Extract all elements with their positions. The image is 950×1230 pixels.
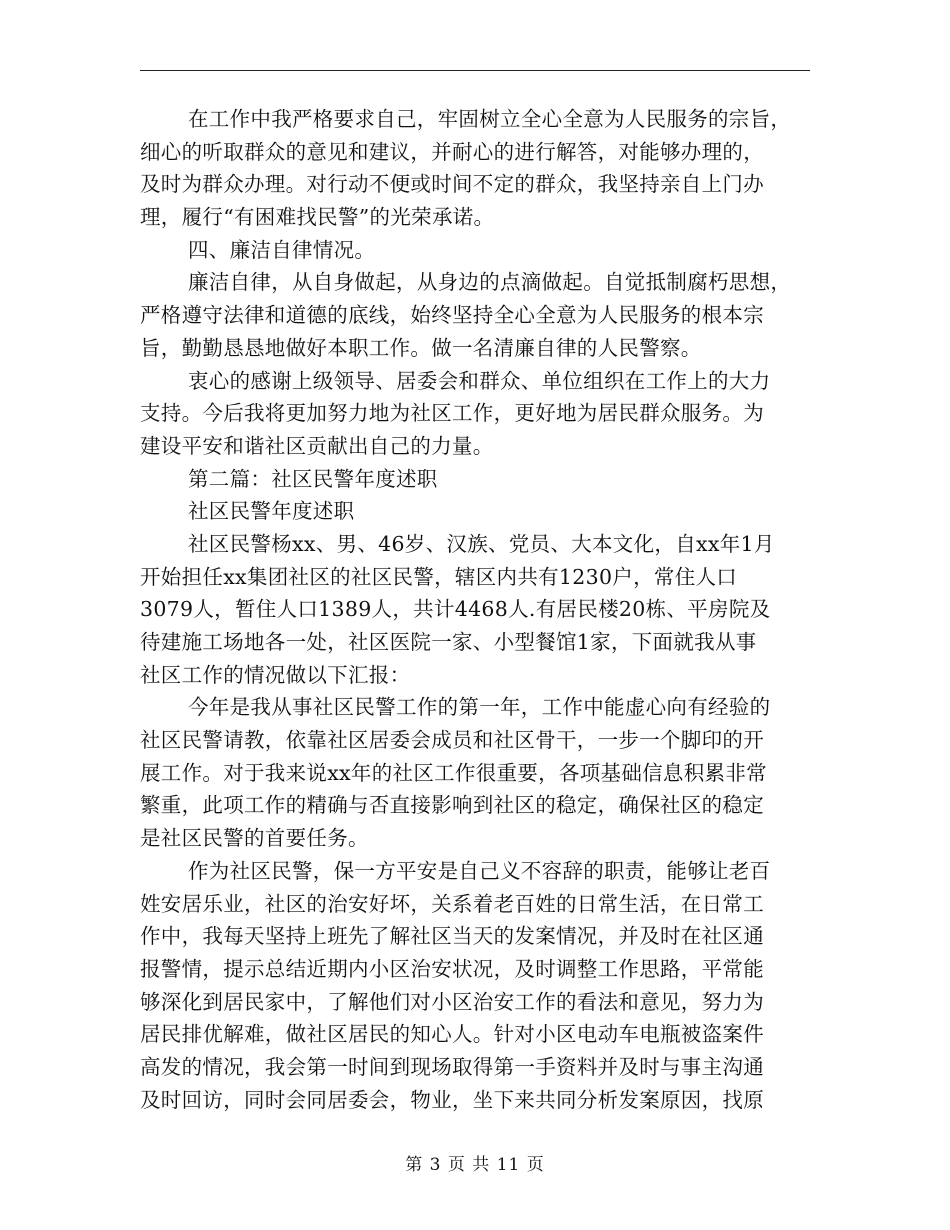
- text-line: 支持。今后我将更加努力地为社区工作，更好地为居民群众服务。为: [140, 401, 764, 426]
- text-line: 姓安居乐业，社区的治安好坏，关系着老百姓的日常生活，在日常工: [140, 891, 764, 916]
- text-line: 是社区民警的首要任务。: [140, 826, 369, 851]
- text-line: 在工作中我严格要求自己，牢固树立全心全意为人民服务的宗旨，: [188, 107, 792, 131]
- text-line: 严格遵守法律和道德的底线，始终坚持全心全意为人民服务的根本宗: [140, 303, 764, 328]
- document-body: [140, 103, 810, 1116]
- text-line: 作中，我每天坚持上班先了解社区当天的发案情况，并及时在社区通: [140, 924, 764, 949]
- text-line: 报警情，提示总结近期内小区治安状况，及时调整工作思路，平常能: [140, 956, 764, 981]
- text-line: 四、廉洁自律情况。: [188, 237, 376, 262]
- text-line: 细心的听取群众的意见和建议，并耐心的进行解答，对能够办理的，: [140, 139, 764, 164]
- text-line: 廉洁自律，从自身做起，从身边的点滴做起。自觉抵制腐朽思想，: [188, 270, 792, 295]
- text-line: 作为社区民警，保一方平安是自己义不容辞的职责，能够让老百: [188, 858, 771, 883]
- text-line: 及时为群众办理。对行动不便或时间不定的群众，我坚持亲自上门办: [140, 172, 764, 197]
- text-line: 3079人，暂住人口1389人，共计4468人.有居民楼20栋、平房院及: [140, 597, 771, 622]
- text-line: 繁重，此项工作的精确与否直接影响到社区的稳定，确保社区的稳定: [140, 793, 764, 818]
- text-line: 高发的情况，我会第一时间到现场取得第一手资料并及时与事主沟通: [140, 1054, 764, 1079]
- text-line: 建设平安和谐社区贡献出自己的力量。: [140, 433, 494, 458]
- header-rule: [140, 70, 810, 71]
- text-line: 旨，勤勤恳恳地做好本职工作。做一名清廉自律的人民警察。: [140, 335, 702, 360]
- text-line: 社区工作的情况做以下汇报：: [140, 662, 411, 687]
- text-line: 待建施工场地各一处，社区医院一家、小型餐馆1家，下面就我从事: [140, 630, 757, 654]
- text-line: 够深化到居民家中，了解他们对小区治安工作的看法和意见，努力为: [140, 989, 764, 1014]
- text-line: 社区民警杨xx、男、46岁、汉族、党员、大本文化，自xx年1月: [188, 531, 775, 556]
- text-line: 开始担任xx集团社区的社区民警，辖区内共有1230户，常住人口: [140, 564, 738, 589]
- text-line: 居民排优解难，做社区居民的知心人。针对小区电动车电瓶被盗案件: [140, 1022, 764, 1047]
- text-line: 社区民警年度述职: [188, 499, 355, 524]
- text-line: 及时回访，同时会同居委会，物业，坐下来共同分析发案原因，找原: [140, 1087, 764, 1112]
- text-line: 衷心的感谢上级领导、居委会和群众、单位组织在工作上的大力: [188, 368, 771, 393]
- text-line: 今年是我从事社区民警工作的第一年，工作中能虚心向有经验的: [188, 695, 771, 720]
- text-line: 理，履行“有困难找民警”的光荣承诺。: [140, 205, 495, 230]
- text-line: 社区民警请教，依靠社区居委会成员和社区骨干，一步一个脚印的开: [140, 728, 764, 753]
- text-line: 第二篇：社区民警年度述职: [188, 466, 438, 491]
- text-line: 展工作。对于我来说xx年的社区工作很重要，各项基础信息积累非常: [140, 760, 767, 785]
- page-footer: 第 3 页 共 11 页: [405, 1155, 545, 1175]
